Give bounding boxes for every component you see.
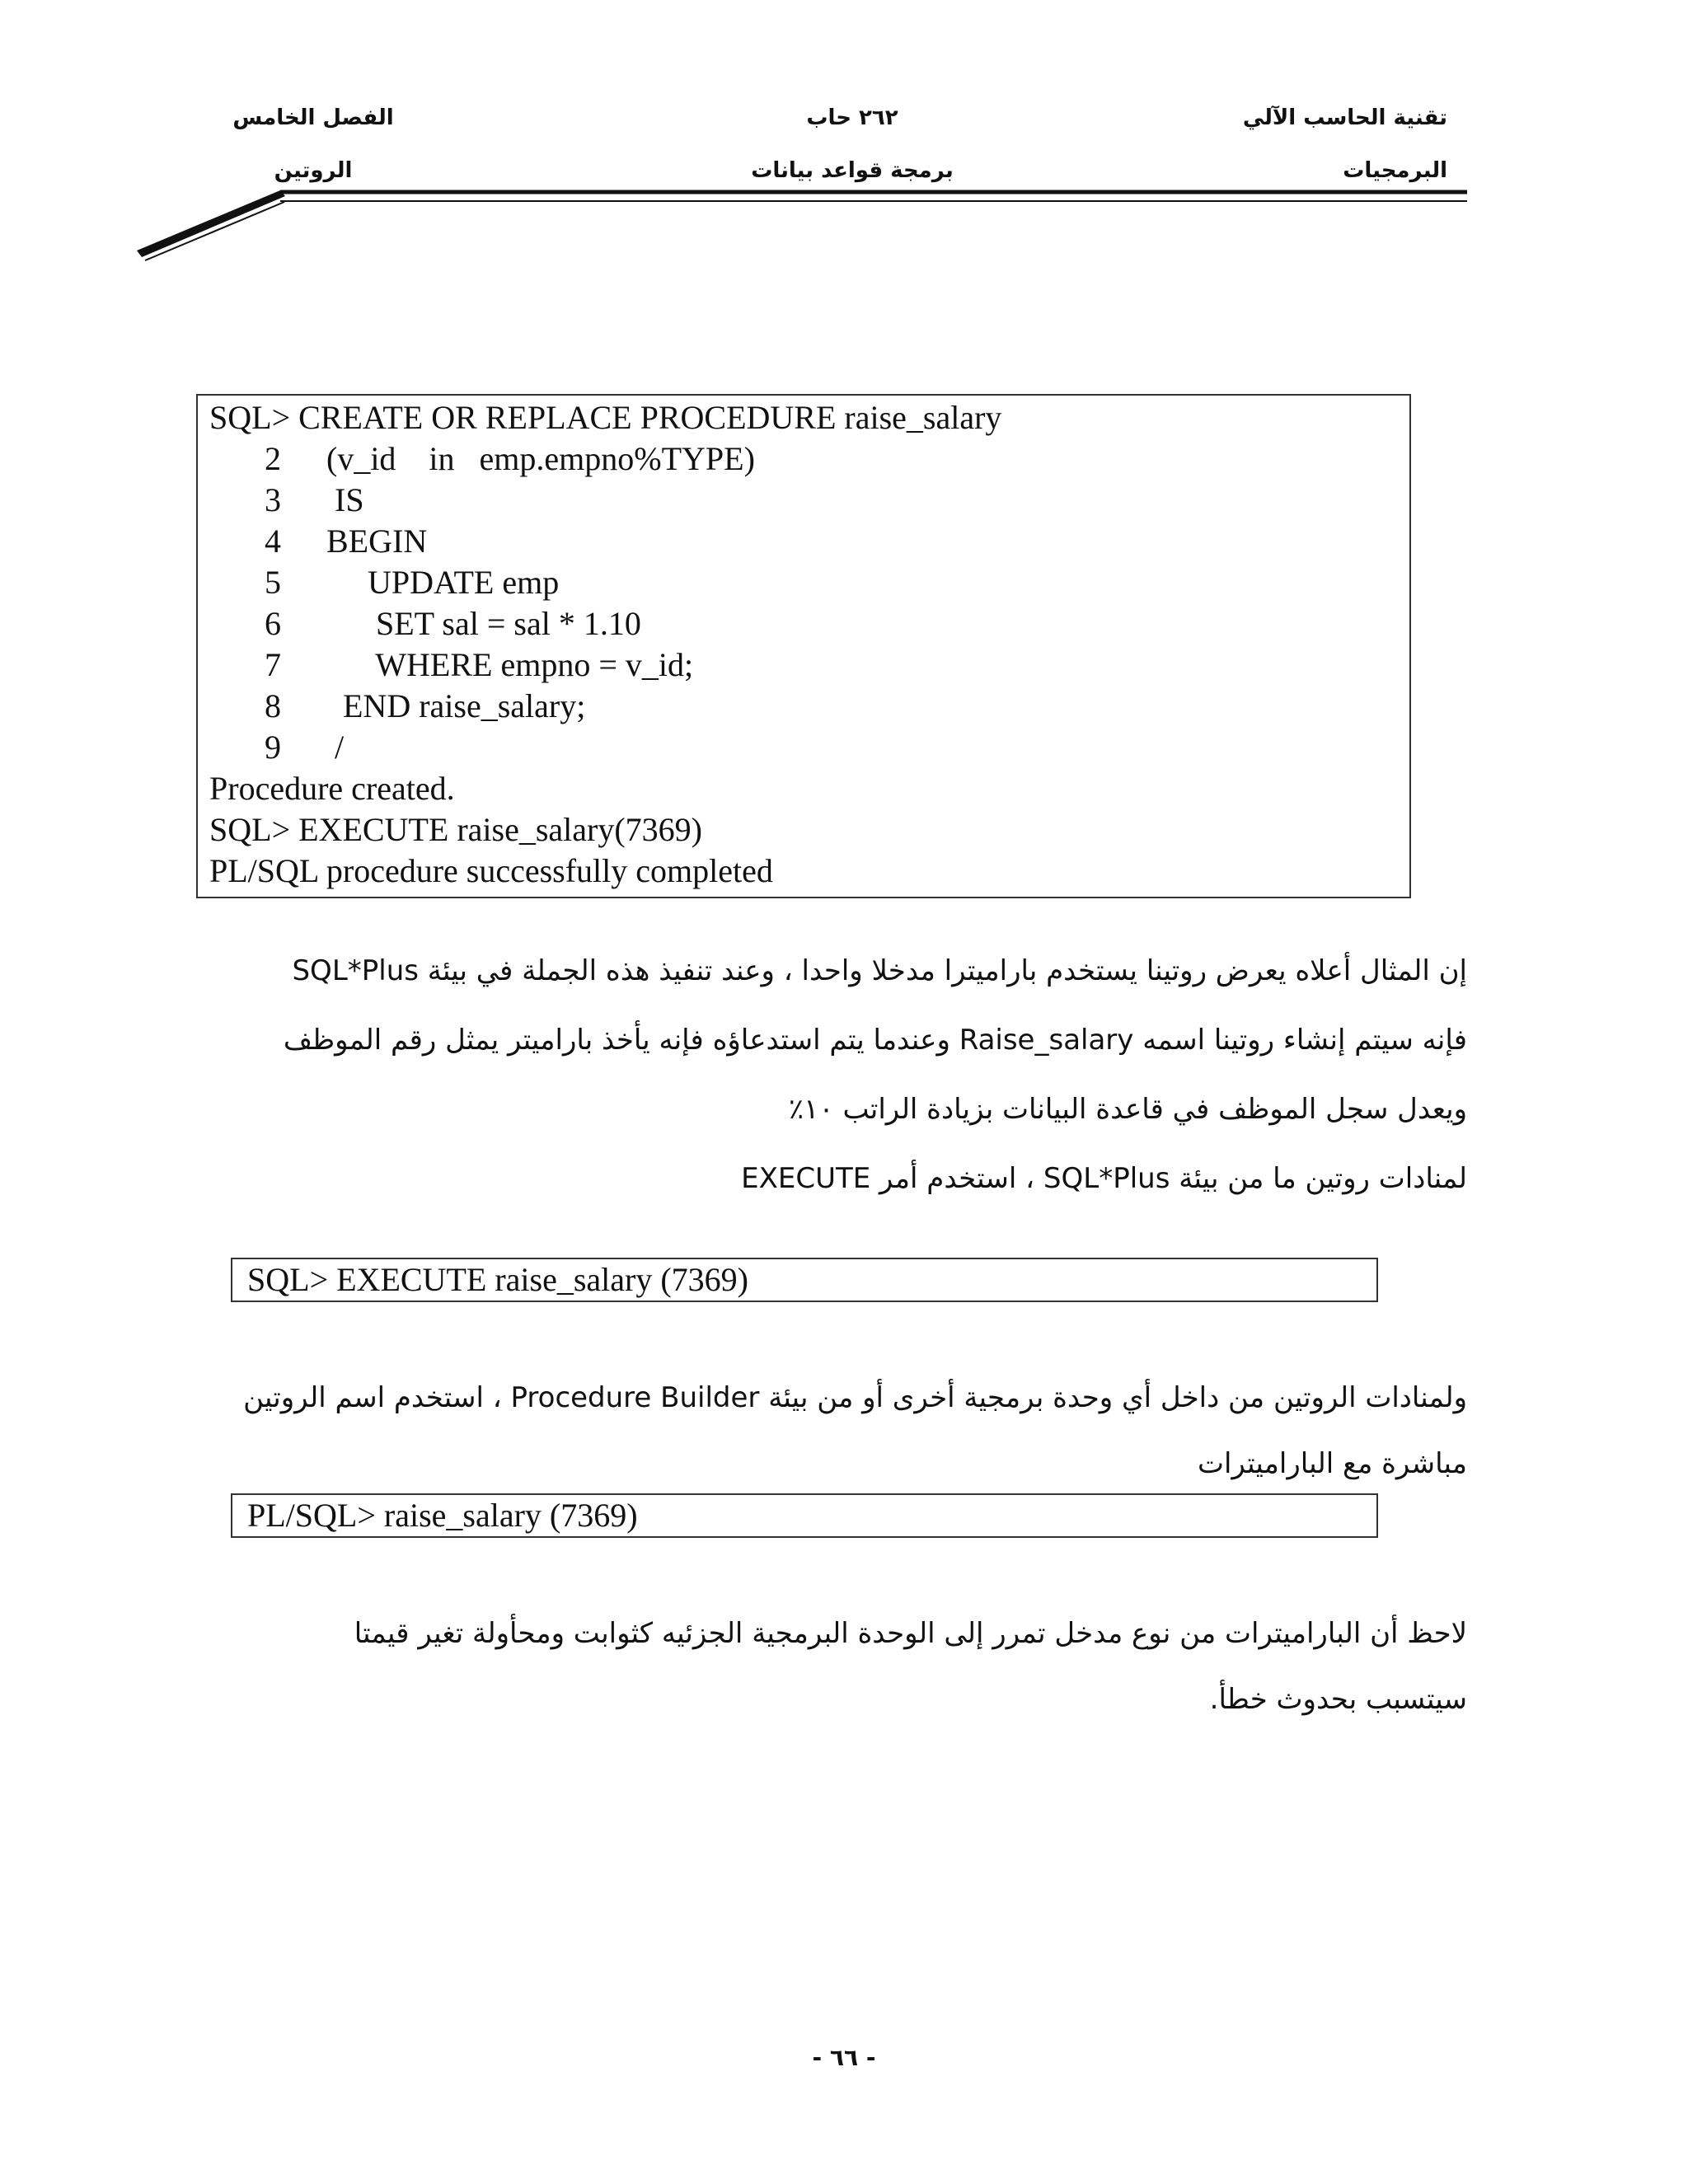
code-text: / — [326, 729, 345, 766]
code-text: PL/SQL procedure successfully completed — [209, 852, 773, 889]
code-text: SQL> CREATE OR REPLACE PROCEDURE raise_salary — [209, 399, 1002, 436]
header-institution: تقنية الحاسب الآلي — [1242, 105, 1447, 130]
paragraph-line: ويعدل سجل الموظف في قاعدة البيانات بزيادة الراتب ١٠٪ — [788, 1093, 1467, 1126]
code-line — [198, 603, 1409, 644]
code-line — [198, 686, 1409, 727]
code-text: UPDATE emp — [326, 564, 560, 601]
code-line — [198, 644, 1409, 686]
code-text: (v_id in emp.empno%TYPE) — [326, 440, 755, 477]
code-text: BEGIN — [326, 523, 428, 560]
line-number: 5 — [265, 564, 281, 601]
header-course-code: ٢٦٢ حاب — [806, 105, 898, 130]
code-line — [198, 809, 1409, 851]
paragraph-line: لمنادات روتين ما من بيئة SQL*Plus ، استخدم أمر EXECUTE — [741, 1162, 1467, 1195]
code-line — [198, 851, 1409, 892]
header-course-title: برمجة قواعد بيانات — [751, 158, 954, 183]
header-rule — [0, 0, 1688, 280]
code-line — [198, 438, 1409, 480]
code-block-plsql-call — [231, 1493, 1378, 1538]
paragraph-line: لاحظ أن الباراميترات من نوع مدخل تمرر إلى الوحدة البرمجية الجزئيه كثوابت ومحأولة تغير قيمتا — [354, 1617, 1467, 1650]
line-number: 4 — [265, 523, 281, 560]
code-line — [198, 397, 1409, 438]
code-text: WHERE empno = v_id; — [326, 646, 694, 683]
paragraph-line: مباشرة مع الباراميترات — [1197, 1447, 1467, 1480]
code-text: END raise_salary; — [326, 687, 586, 724]
code-text: IS — [326, 481, 364, 518]
page-number: - ٦٦ - — [812, 2044, 876, 2071]
code-block-execute — [231, 1258, 1378, 1302]
line-number: 3 — [265, 481, 281, 518]
paragraph-line: سيتسبب بحدوث خطأ. — [1209, 1683, 1467, 1716]
code-line — [198, 768, 1409, 809]
header-department: البرمجيات — [1343, 158, 1447, 183]
line-number: 7 — [265, 646, 281, 683]
paragraph-line: إن المثال أعلاه يعرض روتينا يستخدم باراميترا مدخلا واحدا ، وعند تنفيذ هذه الجملة في بيئة SQL*Plus — [292, 954, 1467, 987]
code-text: Procedure created. — [209, 770, 455, 807]
line-number: 9 — [265, 729, 281, 766]
code-text: SET sal = sal * 1.10 — [326, 605, 641, 642]
code-line — [198, 521, 1409, 562]
code-text: SQL> EXECUTE raise_salary(7369) — [209, 811, 702, 848]
code-line — [198, 480, 1409, 521]
paragraph-line: ولمنادات الروتين من داخل أي وحدة برمجية أخرى أو من بيئة Procedure Builder ، استخدم اسم الروتين — [243, 1381, 1467, 1414]
line-number: 2 — [265, 440, 281, 477]
code-line — [198, 562, 1409, 603]
code-line: SQL> EXECUTE raise_salary (7369) — [247, 1261, 748, 1298]
header-topic: الروتين — [274, 158, 353, 183]
code-block-procedure — [196, 394, 1411, 898]
code-line — [198, 727, 1409, 768]
paragraph-line: فإنه سيتم إنشاء روتينا اسمه Raise_salary وعندما يتم استدعاؤه فإنه يأخذ باراميتر يمثل رقم الموظف — [283, 1024, 1467, 1057]
line-number: 6 — [265, 605, 281, 642]
line-number: 8 — [265, 687, 281, 724]
code-line: PL/SQL> raise_salary (7369) — [247, 1497, 638, 1534]
header-chapter: الفصل الخامس — [232, 105, 394, 130]
